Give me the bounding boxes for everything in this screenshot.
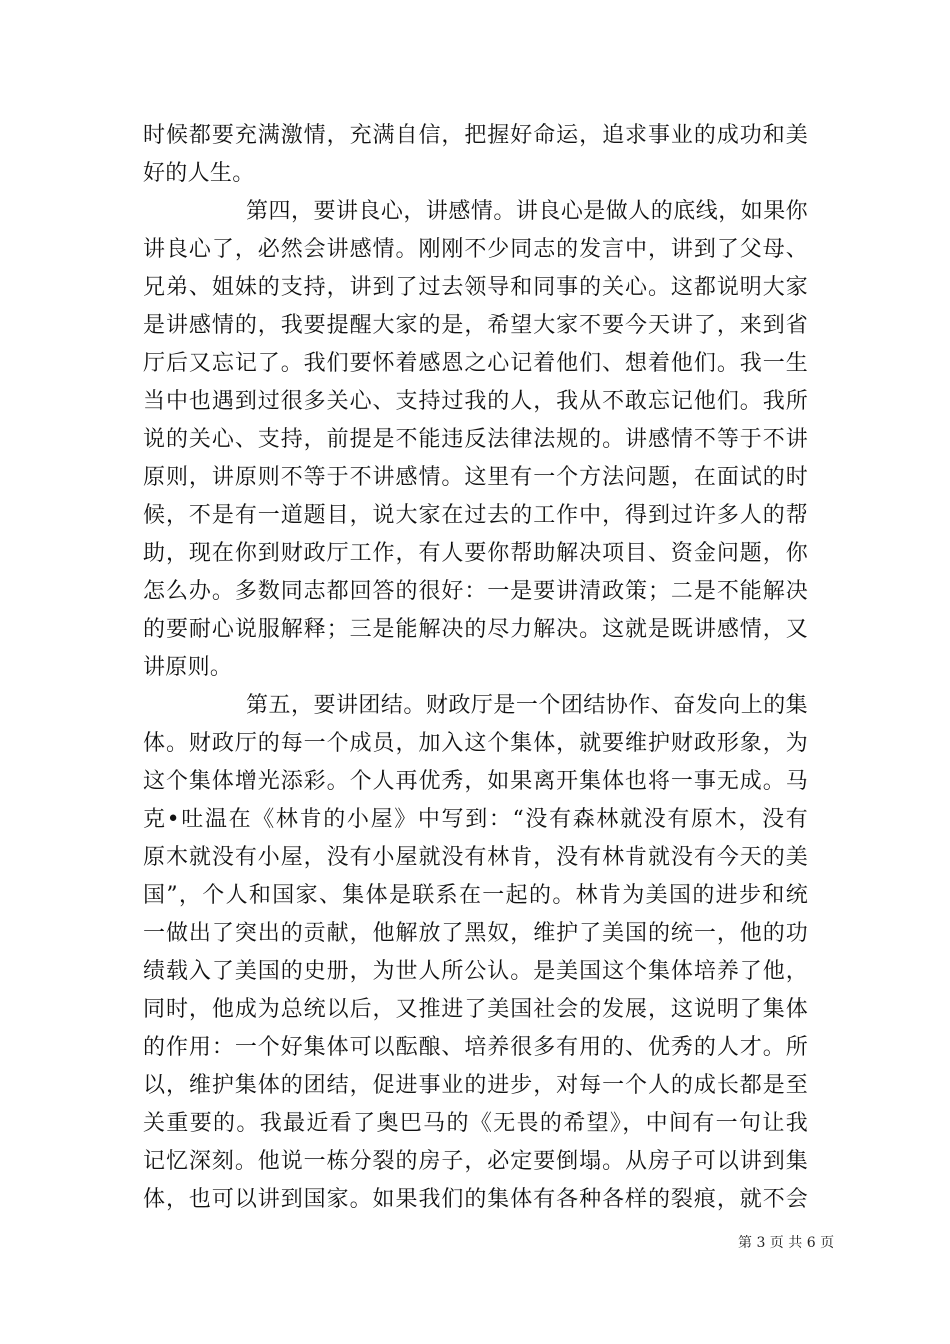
text-line: 绩载入了美国的史册，为世人所公认。是美国这个集体培养了他， (143, 959, 808, 984)
text-line: 的要耐心说服解释；三是能解决的尽力解决。这就是既讲感情，又 (143, 617, 808, 642)
text-line: 体。财政厅的每一个成员，加入这个集体，就要维护财政形象，为 (143, 731, 808, 756)
text-line: 关重要的。我最近看了奥巴马的《无畏的希望》，中间有一句让我 (143, 1111, 808, 1136)
body-text (143, 117, 808, 1219)
text-line: 体，也可以讲到国家。如果我们的集体有各种各样的裂痕，就不会 (143, 1187, 808, 1212)
text-line: 助，现在你到财政厅工作，有人要你帮助解决项目、资金问题，你 (143, 541, 808, 566)
text-line: 一做出了突出的贡献，他解放了黑奴，维护了美国的统一，他的功 (143, 921, 808, 946)
text-line: 讲原则。 (143, 655, 233, 680)
text-line: 兄弟、姐妹的支持，讲到了过去领导和同事的关心。这都说明大家 (143, 275, 808, 300)
text-line: 说的关心、支持，前提是不能违反法律法规的。讲感情不等于不讲 (143, 427, 808, 452)
text-line: 的作用：一个好集体可以酝酿、培养很多有用的、优秀的人才。所 (143, 1035, 808, 1060)
text-line: 克•吐温在《林肯的小屋》中写到：“没有森林就没有原木，没有 (143, 807, 808, 832)
text-line: 时候都要充满激情，充满自信，把握好命运，追求事业的成功和美 (143, 123, 808, 148)
text-line: 讲良心了，必然会讲感情。刚刚不少同志的发言中，讲到了父母、 (143, 237, 808, 262)
page-number: 第 3 页 共 6 页 (738, 1235, 835, 1251)
text-line: 记忆深刻。他说一栋分裂的房子，必定要倒塌。从房子可以讲到集 (143, 1149, 808, 1174)
text-line: 原则，讲原则不等于不讲感情。这里有一个方法问题，在面试的时 (143, 465, 808, 490)
text-line: 当中也遇到过很多关心、支持过我的人，我从不敢忘记他们。我所 (143, 389, 808, 414)
text-line: 候，不是有一道题目，说大家在过去的工作中，得到过许多人的帮 (143, 503, 808, 528)
text-line: 原木就没有小屋，没有小屋就没有林肯，没有林肯就没有今天的美 (143, 845, 808, 870)
paragraph-start-line: 第五，要讲团结。财政厅是一个团结协作、奋发向上的集 (246, 693, 808, 718)
text-line: 以，维护集体的团结，促进事业的进步，对每一个人的成长都是至 (143, 1073, 808, 1098)
paragraph-start-line: 第四，要讲良心，讲感情。讲良心是做人的底线，如果你 (246, 199, 808, 224)
text-line: 同时，他成为总统以后，又推进了美国社会的发展，这说明了集体 (143, 997, 808, 1022)
text-line: 好的人生。 (143, 161, 255, 186)
text-line: 怎么办。多数同志都回答的很好：一是要讲清政策；二是不能解决 (143, 579, 808, 604)
text-line: 是讲感情的，我要提醒大家的是，希望大家不要今天讲了，来到省 (143, 313, 808, 338)
text-line: 厅后又忘记了。我们要怀着感恩之心记着他们、想着他们。我一生 (143, 351, 808, 376)
text-line: 这个集体增光添彩。个人再优秀，如果离开集体也将一事无成。马 (143, 769, 808, 794)
text-line: 国”，个人和国家、集体是联系在一起的。林肯为美国的进步和统 (143, 883, 808, 908)
